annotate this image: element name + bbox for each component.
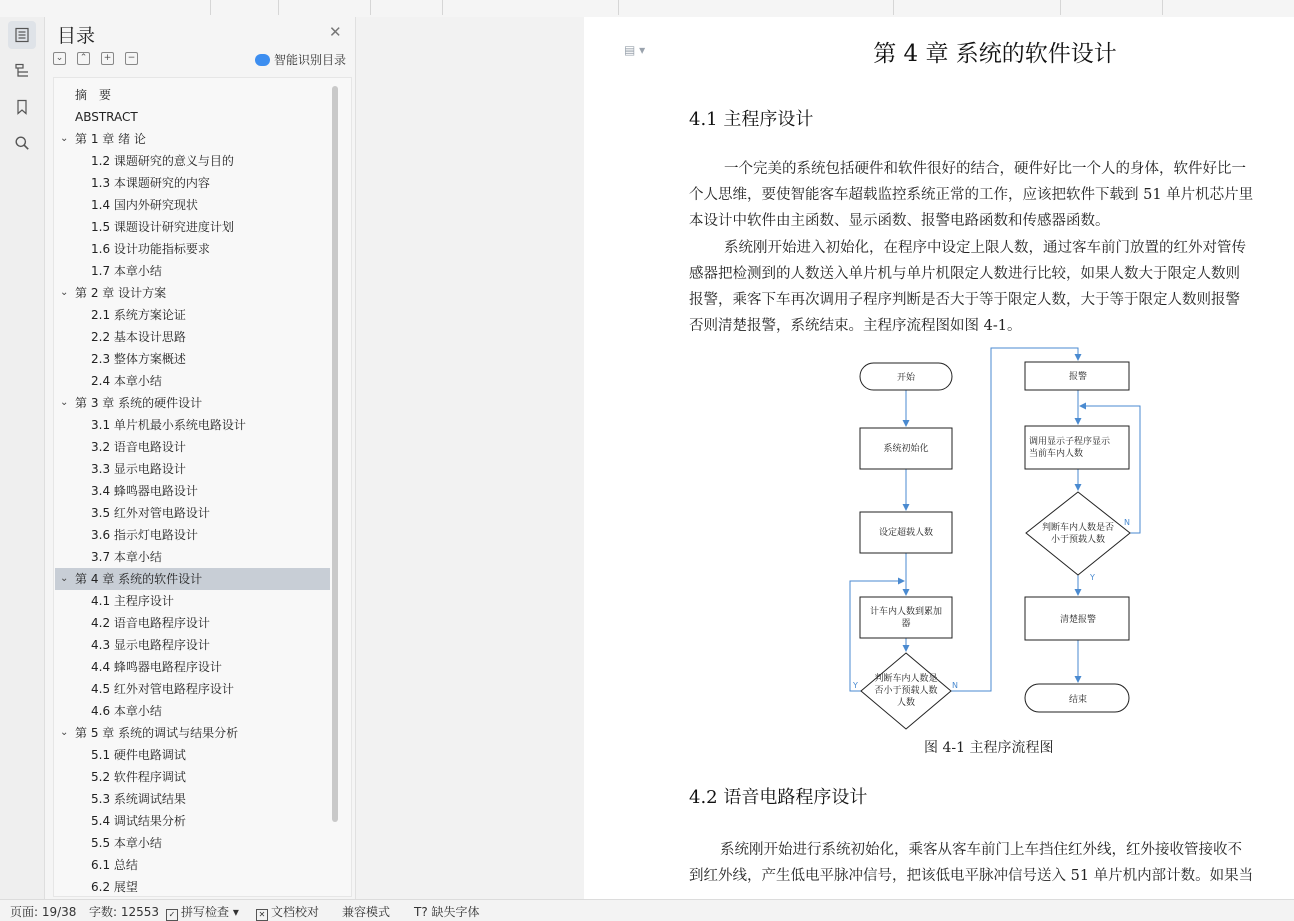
toc-item-section[interactable] [55,414,330,436]
paragraph-line: 系统刚开始进入初始化，在程序中设定上限人数，通过客车前门放置的红外对管传 [724,240,1246,256]
expand-chevron-icon[interactable]: ⌄ [60,573,69,584]
toc-item-chapter[interactable] [55,282,330,304]
paragraph-line: 系统刚开始进行系统初始化，乘客从客车前门上车挡住红外线，红外接收管接收不 [720,842,1242,858]
compat-mode-label[interactable]: 兼容模式 [342,905,391,919]
decision1-label-line: 判断车内人数是 [874,674,938,684]
toc-item-label: 1.5 课题设计研究进度计划 [91,220,234,234]
toc-item-section[interactable] [55,876,330,897]
toc-item-label: 4.4 蜂鸣器电路程序设计 [91,660,222,674]
alarm-label: 报警 [1068,372,1088,382]
smart-toc-button[interactable] [255,51,346,68]
toc-item-label: 第 1 章 绪 论 [75,132,146,146]
toolbar-divider [370,0,371,15]
toc-item-section[interactable] [55,744,330,766]
toc-item-label: 1.6 设计功能指标要求 [91,242,210,256]
toc-item-label: 6.2 展望 [91,880,138,894]
section-heading: 4.2 语音电路程序设计 [689,787,868,808]
collapse-all-button[interactable]: ⌄ [53,52,66,65]
document-page[interactable] [584,17,1294,899]
toc-item-label: 5.4 调试结果分析 [91,814,186,828]
toc-list[interactable] [53,77,352,897]
toc-item-label: 5.3 系统调试结果 [91,792,186,806]
toc-scrollbar[interactable] [332,86,338,822]
count-label-line: 器 [901,619,911,629]
toc-item-label: 4.1 主程序设计 [91,594,174,608]
toc-item-label: 4.5 红外对管电路程序设计 [91,682,234,696]
toc-item-label: 4.6 本章小结 [91,704,162,718]
toc-item-label: 3.6 指示灯电路设计 [91,528,198,542]
missing-font-label: 缺失字体 [431,905,480,919]
toolbar-divider [893,0,894,15]
toc-item-label: 第 3 章 系统的硬件设计 [75,396,203,410]
toc-item-label: 4.3 显示电路程序设计 [91,638,210,652]
toc-item-section[interactable] [55,194,330,216]
yes-label: Y [1090,573,1095,582]
remove-heading-button[interactable]: − [125,52,138,65]
document-options-icon[interactable]: ▤ ▾ [624,43,646,57]
figure-caption: 图 4-1 主程序流程图 [924,740,1054,756]
side-icon-bar [0,17,45,899]
word-count[interactable]: 字数: 12553 [89,905,160,919]
toc-item-label: 3.1 单片机最小系统电路设计 [91,418,246,432]
toc-item-label: 第 2 章 设计方案 [75,286,167,300]
paragraph-line: 报警，乘客下车再次调用子程序判断是否大于等于限定人数，大于等于限定人数则报警 [689,292,1240,308]
proofread-label: 文档校对 [271,905,320,919]
toc-item-chapter[interactable] [55,106,330,128]
toc-item-section[interactable] [55,788,330,810]
toc-item-label: 2.3 整体方案概述 [91,352,186,366]
checkbox-icon: ✓ [166,909,178,921]
toc-item-label: 第 5 章 系统的调试与结果分析 [75,726,239,740]
toc-item-section[interactable] [55,436,330,458]
toc-item-section[interactable] [55,590,330,612]
toc-item-section[interactable] [55,700,330,722]
toolbar-divider [1060,0,1061,15]
toc-item-label: 2.4 本章小结 [91,374,162,388]
add-heading-button[interactable]: + [101,52,114,65]
expand-chevron-icon[interactable]: ⌄ [60,287,69,298]
toc-item-section[interactable] [55,216,330,238]
toc-item-label: 摘 要 [75,88,112,102]
toc-item-label: 2.1 系统方案论证 [91,308,186,322]
toc-panel [45,17,356,899]
outline-icon [14,27,30,43]
toc-item-chapter[interactable] [55,392,330,414]
paragraph-line: 本设计中软件由主函数、显示函数、报警电路函数和传感器函数。 [689,213,1110,229]
toc-item-section[interactable] [55,766,330,788]
navigation-pane-button[interactable] [8,57,36,85]
status-bar [0,899,1294,921]
decision2-label-line: 小于预载人数 [1050,535,1106,545]
toc-item-chapter[interactable] [55,128,330,150]
proofread-button[interactable] [256,903,319,921]
toc-item-section[interactable] [55,172,330,194]
toc-item-section[interactable] [55,348,330,370]
decision-node-2 [1026,492,1130,575]
toc-item-section[interactable] [55,810,330,832]
toc-item-section[interactable] [55,854,330,876]
toc-item-label: 2.2 基本设计思路 [91,330,186,344]
toc-item-label: 第 4 章 系统的软件设计 [75,572,203,586]
spell-check-label: 拼写检查 [181,905,230,919]
toc-title: 目录 [57,25,96,47]
toc-item-label: 6.1 总结 [91,858,138,872]
display-node [1025,426,1129,469]
expand-chevron-icon[interactable]: ⌄ [60,397,69,408]
page-indicator[interactable]: 页面: 19/38 [10,905,77,919]
toc-item-section[interactable] [55,480,330,502]
toolbar-divider [442,0,443,15]
toc-item-label: 1.7 本章小结 [91,264,162,278]
decision2-label-line: 判断车内人数是否 [1041,523,1115,533]
paragraph-line: 否则清楚报警，系统结束。主程序流程图如图 4-1。 [689,318,1022,334]
close-box-icon: ✕ [256,909,268,921]
toc-item-section[interactable] [55,832,330,854]
bookmark-button[interactable] [8,93,36,121]
toc-item-label: 4.2 语音电路程序设计 [91,616,210,630]
smart-recognition-icon [255,54,270,66]
count-node [860,597,952,638]
toolbar-divider [1162,0,1163,15]
toc-item-section[interactable] [55,546,330,568]
toc-item-section[interactable] [55,502,330,524]
start-label: 开始 [896,373,916,383]
no-label: N [1124,518,1130,527]
toc-item-label: ABSTRACT [75,110,138,124]
main-program-flowchart [834,345,1154,735]
decision1-label-line: 否小于预载人数 [874,686,938,696]
toc-item-section[interactable] [55,634,330,656]
toc-item-chapter[interactable] [55,722,330,744]
toolbar-divider [278,0,279,15]
toc-item-section[interactable] [55,678,330,700]
toc-item-section[interactable] [55,238,330,260]
toc-item-section[interactable] [55,304,330,326]
ribbon-toolbar [0,0,1294,18]
toc-item-label: 1.3 本课题研究的内容 [91,176,210,190]
paragraph-line: 一个完美的系统包括硬件和软件很好的结合，硬件好比一个人的身体，软件好比一 [724,161,1246,177]
section-heading: 4.1 主程序设计 [689,109,814,130]
toc-item-label: 1.4 国内外研究现状 [91,198,198,212]
toc-item-label: 5.1 硬件电路调试 [91,748,186,762]
toc-item-section[interactable] [55,326,330,348]
expand-chevron-icon[interactable]: ⌄ [60,133,69,144]
toc-item-label: 3.2 语音电路设计 [91,440,186,454]
smart-toc-label: 智能识别目录 [274,53,347,67]
workspace-background [356,17,584,899]
search-button[interactable] [8,129,36,157]
chapter-title: 第 4 章 系统的软件设计 [873,41,1117,67]
spell-check-button[interactable]: ✓ 拼写检查 ▾ [166,903,239,921]
toolbar-divider [618,0,619,15]
toc-item-label: 3.3 显示电路设计 [91,462,186,476]
toc-item-section[interactable] [55,656,330,678]
expand-up-button[interactable]: ⌃ [77,52,90,65]
display-label-line: 调用显示子程序显示 [1029,437,1111,447]
toc-panel-button[interactable] [8,21,36,49]
missing-font-button[interactable] [414,903,480,920]
toc-item-section[interactable] [55,458,330,480]
toc-item-section[interactable] [55,370,330,392]
close-icon[interactable]: ✕ [329,23,342,41]
bookmark-icon [14,99,30,115]
toc-item-section[interactable] [55,612,330,634]
paragraph-line: 个人思维，要使智能客车超载监控系统正常的工作，应该把软件下载到 51 单片机芯片里 [689,187,1254,203]
toc-item-label: 1.2 课题研究的意义与目的 [91,154,234,168]
yes-label: Y [853,681,858,690]
toc-item-label: 5.5 本章小结 [91,836,162,850]
search-icon [14,135,30,151]
structure-icon [14,63,30,79]
toc-item-section[interactable] [55,150,330,172]
toc-item-chapter[interactable] [55,568,330,590]
toc-item-label: 5.2 软件程序调试 [91,770,186,784]
end-label: 结束 [1068,695,1088,705]
toc-item-section[interactable] [55,260,330,282]
no-label: N [952,681,958,690]
paragraph-line: 感器把检测到的人数送入单片机与单片机限定人数进行比较，如果人数大于限定人数则 [689,266,1240,282]
expand-chevron-icon[interactable]: ⌄ [60,727,69,738]
toc-item-chapter[interactable] [55,84,330,106]
toc-item-label: 3.4 蜂鸣器电路设计 [91,484,198,498]
toc-item-label: 3.5 红外对管电路设计 [91,506,210,520]
init-label: 系统初始化 [883,444,929,454]
count-label-line: 计车内人数到累加 [869,607,943,617]
clear-alarm-label: 清楚报警 [1059,615,1097,625]
set-limit-label: 设定超载人数 [878,528,934,538]
display-label-line: 当前车内人数 [1029,449,1084,459]
toc-item-section[interactable] [55,524,330,546]
toc-item-label: 3.7 本章小结 [91,550,162,564]
toolbar-divider [210,0,211,15]
decision1-label-line: 人数 [896,698,916,708]
font-icon: T? [414,905,428,919]
paragraph-line: 到红外线，产生低电平脉冲信号，把该低电平脉冲信号送入 51 单片机内部计数。如果当 [689,868,1254,884]
